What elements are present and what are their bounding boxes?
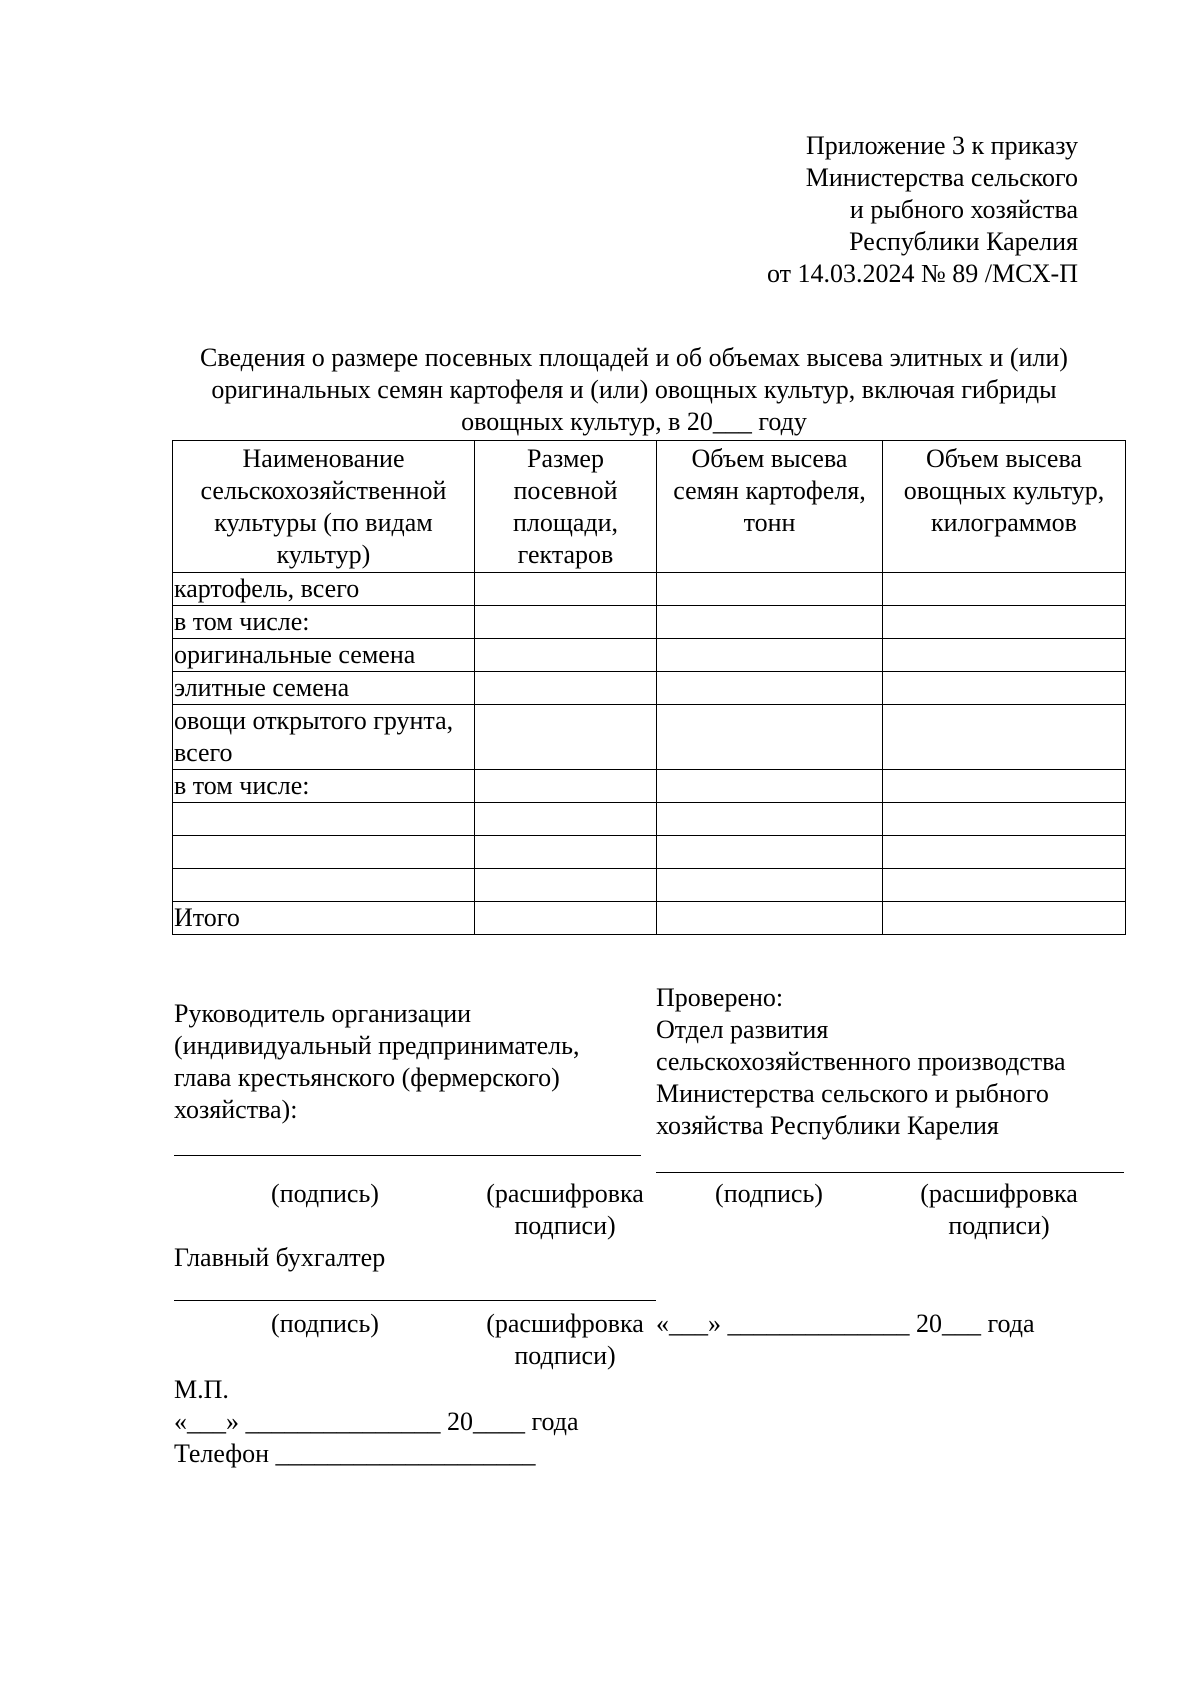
table-cell[interactable] [657,803,883,836]
checker-signature-line[interactable] [656,1172,1124,1173]
header-line: Министерства сельского [805,163,1078,192]
table-cell[interactable] [883,803,1126,836]
check-date-field[interactable]: «___» ______________ 20___ года [656,1309,1035,1338]
table-cell[interactable] [657,639,883,672]
table-cell[interactable] [883,705,1126,770]
table-row [173,639,1126,672]
title-line: овощных культур, в 20___ году [461,407,807,436]
table-cell[interactable] [883,606,1126,639]
submission-date-field[interactable]: «___» _______________ 20____ года [174,1407,579,1436]
table-row [173,869,1126,902]
table-cell[interactable] [883,573,1126,606]
table-cell[interactable] [475,902,657,935]
table-cell[interactable] [475,770,657,803]
table-cell[interactable] [475,869,657,902]
table-row [173,573,1126,606]
form-title [164,342,1104,438]
sig-left-line: хозяйства): [174,1095,298,1124]
table-cell[interactable] [657,672,883,705]
header-line: Республики Карелия [849,227,1078,256]
signature-caption: (подпись) [715,1179,823,1208]
table-row [173,803,1126,836]
row-label: в том числе: [173,770,475,803]
sig-right-line: Министерства сельского и рыбного [656,1079,1049,1108]
phone-field[interactable]: Телефон ____________________ [174,1439,536,1468]
column-header-area: Размер посевной площади, гектаров [475,441,657,573]
table-cell[interactable] [657,869,883,902]
table-cell[interactable] [883,672,1126,705]
sig-right-line: Проверено: [656,983,784,1012]
table-cell[interactable] [883,770,1126,803]
sig-left-line: Руководитель организации [174,999,472,1028]
header-line: Приложение 3 к приказу [805,131,1078,160]
header-line: и рыбного хозяйства [849,195,1078,224]
table-cell[interactable] [475,836,657,869]
table-cell[interactable] [657,770,883,803]
table-cell[interactable] [657,573,883,606]
table-cell[interactable] [475,803,657,836]
table-cell[interactable] [475,606,657,639]
table-row [173,705,1126,770]
table-row [173,606,1126,639]
row-label: Итого [173,902,475,935]
decoding-caption-line2: подписи) [514,1211,616,1240]
decoding-caption-line1: (расшифровка [486,1179,644,1208]
accountant-signature-line[interactable] [174,1300,656,1301]
table-cell[interactable] [883,836,1126,869]
title-line: оригинальных семян картофеля и (или) овощных культур, включая гибриды [211,375,1057,404]
table-header-row [173,441,1126,573]
table-row [173,770,1126,803]
table-cell[interactable] [475,672,657,705]
row-label: картофель, всего [173,573,475,606]
signature-caption: (подпись) [271,1309,379,1338]
sig-right-line: Отдел развития [656,1015,829,1044]
column-header-vegetable-volume: Объем высева овощных культур, килограммов [883,441,1126,573]
row-label[interactable] [173,836,475,869]
sig-left-line: глава крестьянского (фермерского) [174,1063,560,1092]
decoding-caption-line2: подписи) [948,1211,1050,1240]
table-cell[interactable] [475,705,657,770]
head-of-organization-block [174,998,654,1126]
table-cell[interactable] [657,705,883,770]
table-cell[interactable] [475,639,657,672]
stamp-label: М.П. [174,1375,229,1404]
table-cell[interactable] [883,869,1126,902]
row-label: овощи открытого грунта, всего [173,705,475,770]
table-cell[interactable] [883,639,1126,672]
row-label: в том числе: [173,606,475,639]
order-attachment-header [598,130,1078,290]
table-cell[interactable] [657,902,883,935]
checked-by-block [656,982,1126,1142]
decoding-caption-line1: (расшифровка [920,1179,1078,1208]
table-row [173,672,1126,705]
table-row-total [173,902,1126,935]
column-header-potato-volume: Объем высева семян картофеля, тонн [657,441,883,573]
row-label: элитные семена [173,672,475,705]
chief-accountant-label: Главный бухгалтер [174,1243,386,1272]
row-label: оригинальные семена [173,639,475,672]
table-row [173,836,1126,869]
sig-right-line: хозяйства Республики Карелия [656,1111,999,1140]
table-cell[interactable] [475,573,657,606]
table-cell[interactable] [883,902,1126,935]
decoding-caption-line1: (расшифровка [486,1309,644,1338]
header-line: от 14.03.2024 № 89 /МСХ-П [766,259,1078,288]
sig-right-line: сельскохозяйственного производства [656,1047,1066,1076]
sig-left-line: (индивидуальный предприниматель, [174,1031,580,1060]
table-cell[interactable] [657,606,883,639]
row-label[interactable] [173,803,475,836]
row-label[interactable] [173,869,475,902]
column-header-crop: Наименование сельскохозяйственной культуры (по видам культур) [173,441,475,573]
decoding-caption-line2: подписи) [514,1341,616,1370]
head-signature-line[interactable] [174,1155,641,1156]
table-cell[interactable] [657,836,883,869]
seeding-table [172,440,1126,935]
title-line: Сведения о размере посевных площадей и об объемах высева элитных и (или) [200,343,1068,372]
signature-caption: (подпись) [271,1179,379,1208]
